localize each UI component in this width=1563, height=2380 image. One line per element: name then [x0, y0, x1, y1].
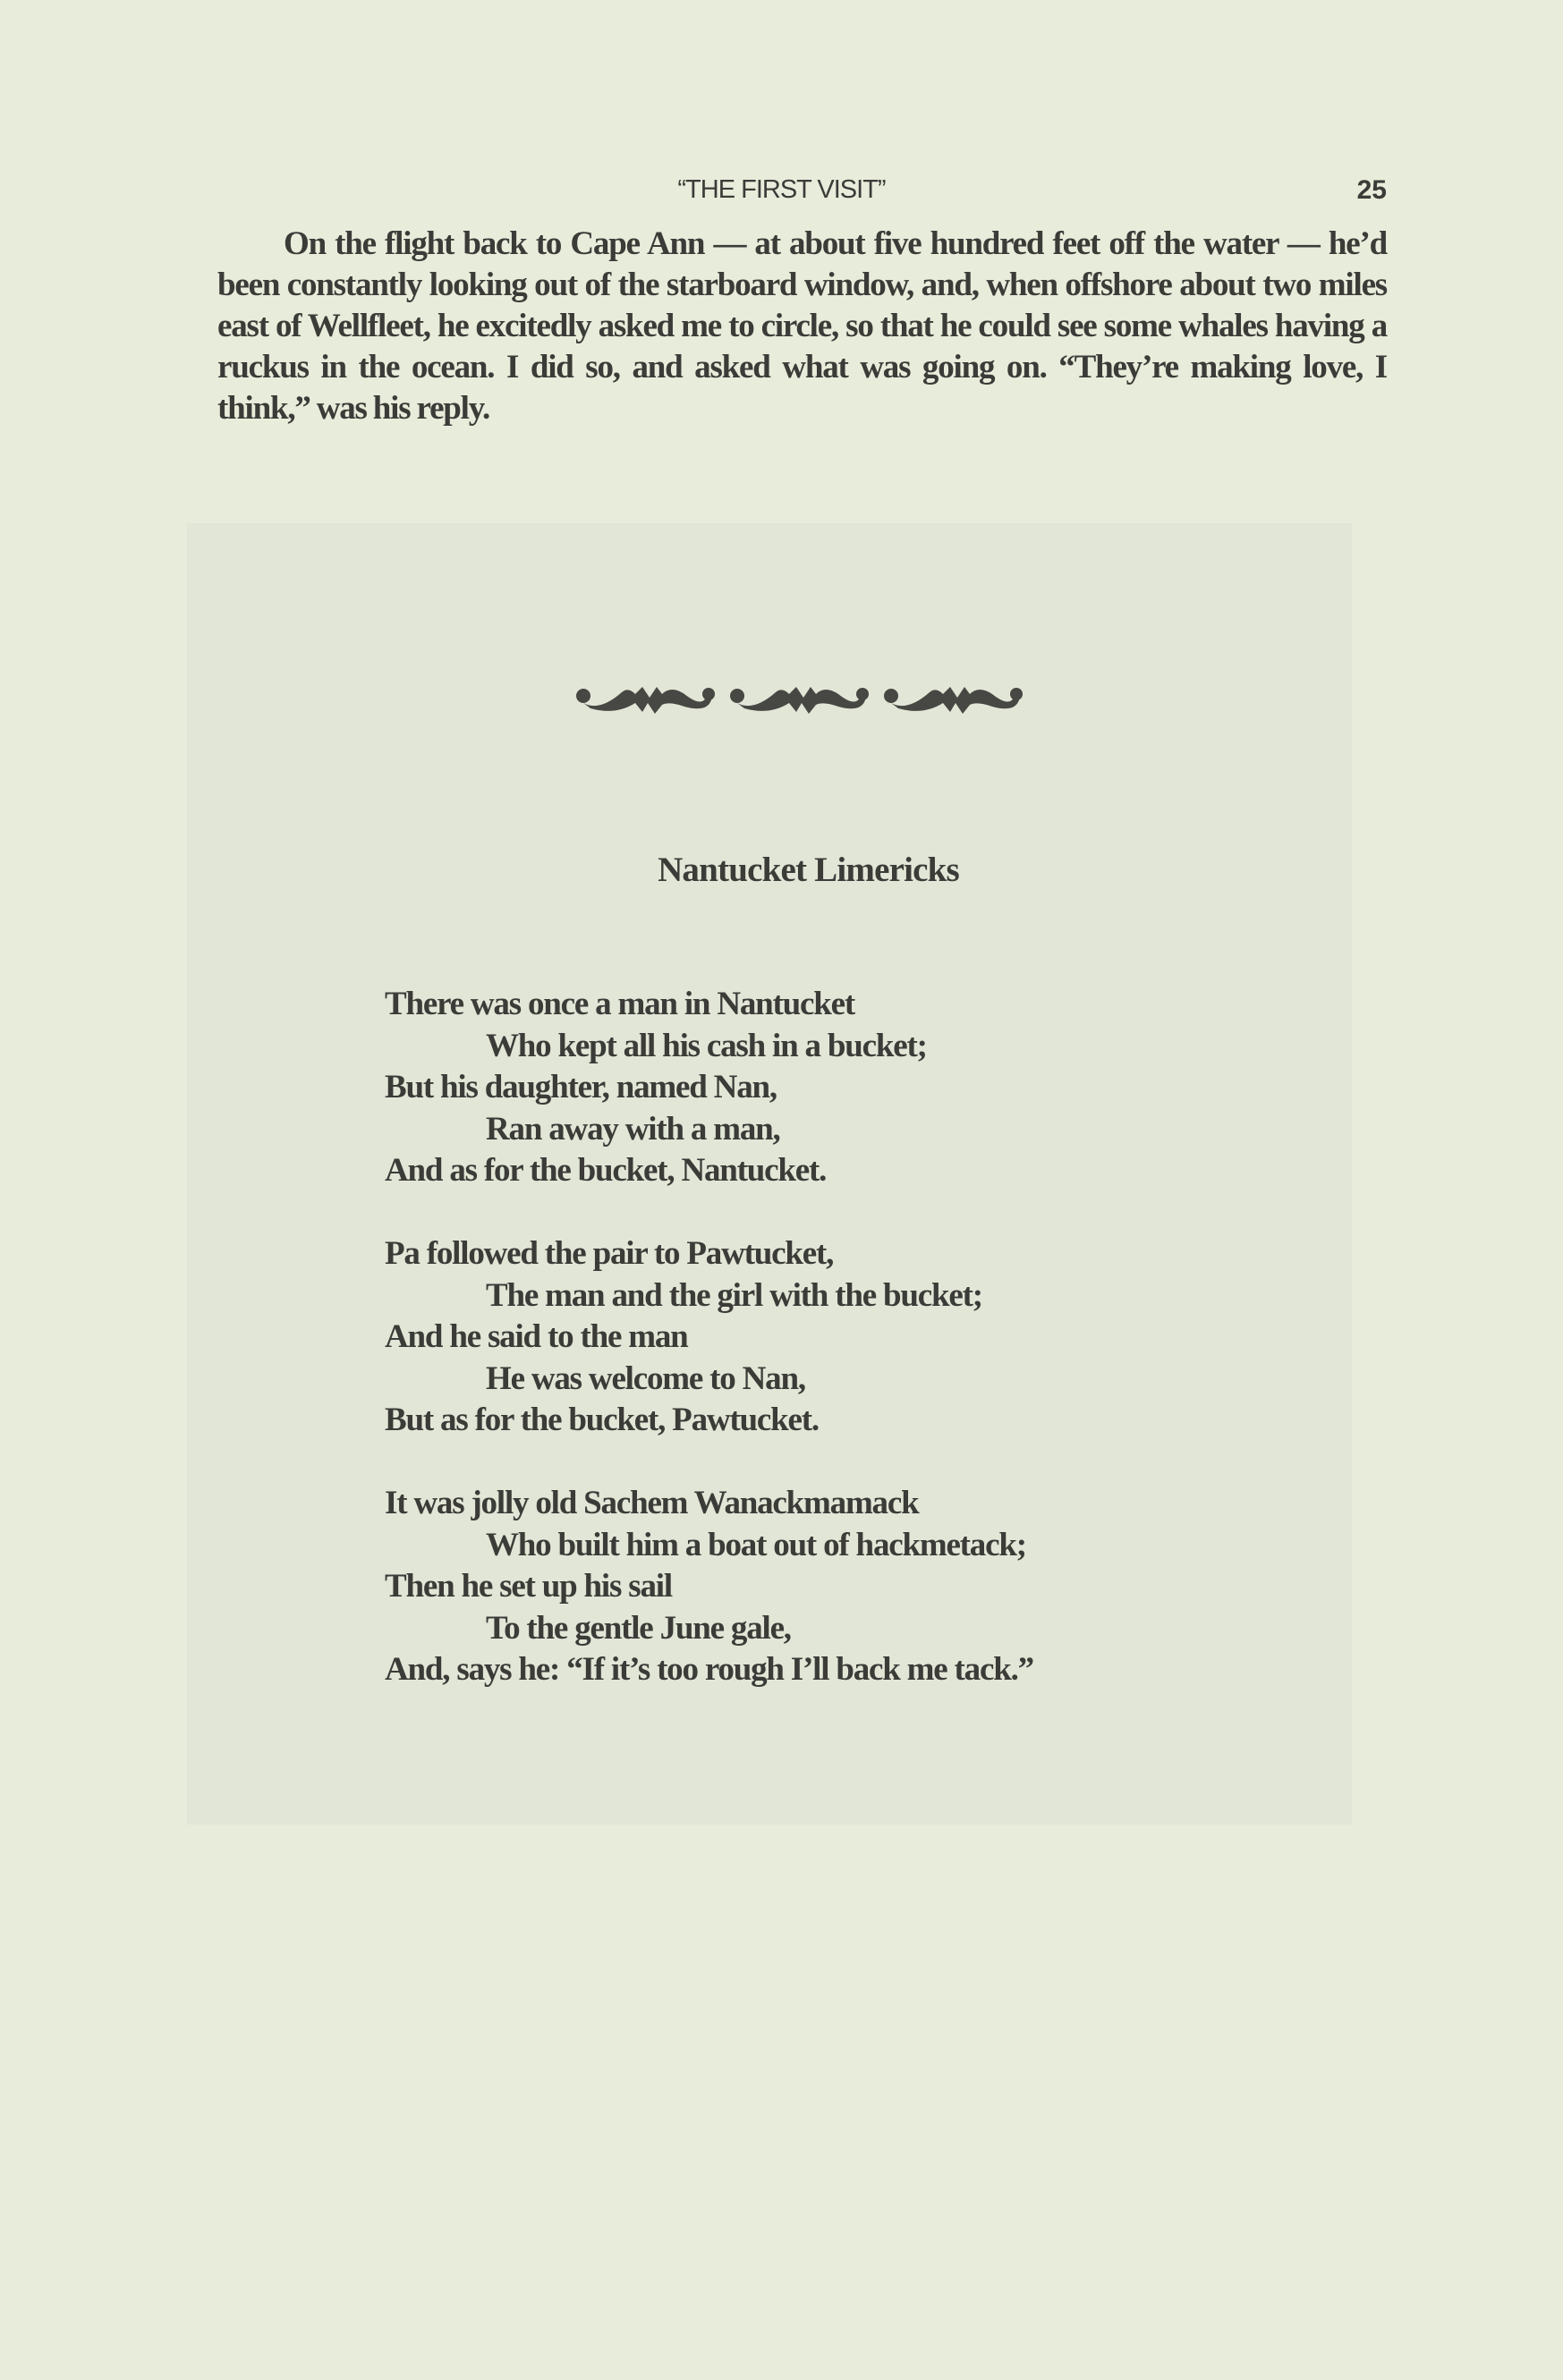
poem-line: Ran away with a man, — [486, 1110, 780, 1148]
poem-line: And, says he: “If it’s too rough I’ll back me tack.” — [385, 1651, 1033, 1688]
poem-line: Then he set up his sail — [385, 1568, 672, 1605]
poem-line: There was once a man in Nantucket — [385, 986, 854, 1022]
body-paragraph: On the flight back to Cape Ann — at about five hundred feet off the water — he’d been constantly looking out of the starboard window, and, when offshore about two miles east of Wellfleet, he excitedly asked me to circle, so that he could see some whales having a ruckus in the ocean. I did so, and asked what was going on. “They’re making love, I think,” was his reply. — [217, 225, 1387, 427]
poem-line: But as for the bucket, Pawtucket. — [385, 1402, 819, 1438]
poem-line: The man and the girl with the bucket; — [486, 1276, 982, 1314]
poem-line: To the gentle June gale, — [486, 1609, 791, 1647]
stanza — [385, 1483, 1033, 1691]
poem-line: Pa followed the pair to Pawtucket, — [385, 1235, 834, 1272]
poem-line: He was welcome to Nan, — [486, 1359, 805, 1397]
page-number: 25 — [1356, 175, 1387, 205]
poem-line: Who kept all his cash in a bucket; — [486, 1027, 927, 1064]
ornament-divider-icon — [573, 680, 1042, 720]
stanza — [385, 1233, 1033, 1442]
poem-line: And he said to the man — [385, 1318, 688, 1355]
page-header — [0, 175, 1563, 211]
poem-line: Who built him a boat out of hackmetack; — [486, 1526, 1026, 1563]
stanza — [385, 984, 1033, 1192]
running-title: “THE FIRST VISIT” — [677, 175, 886, 204]
limericks-poem — [385, 984, 1033, 1732]
poem-line: But his daughter, named Nan, — [385, 1069, 777, 1105]
poem-line: It was jolly old Sachem Wanackmamack — [385, 1485, 919, 1521]
poem-line: And as for the bucket, Nantucket. — [385, 1152, 827, 1189]
section-title: Nantucket Limericks — [658, 851, 959, 889]
